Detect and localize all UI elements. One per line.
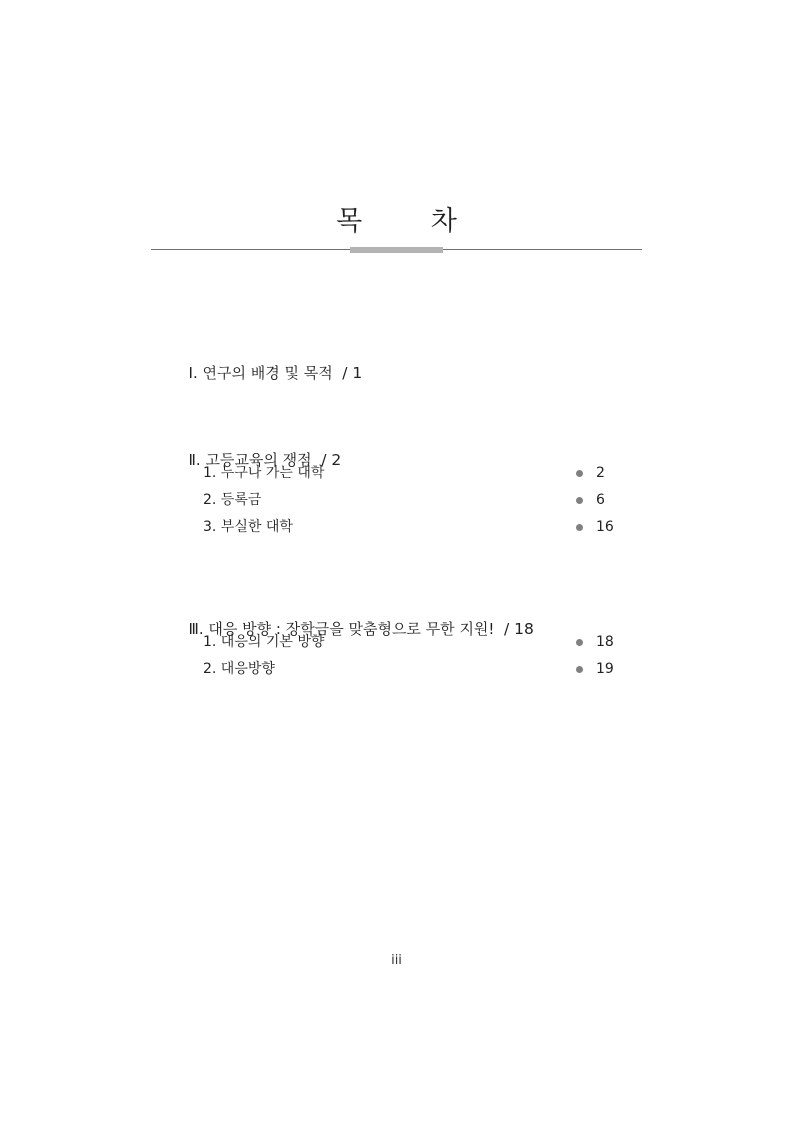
bullet-icon <box>576 470 583 477</box>
toc-title: 목 차 <box>336 206 487 237</box>
toc-item-page: 16 <box>596 519 614 535</box>
toc-item[interactable] <box>203 659 633 679</box>
bullet-icon <box>576 524 583 531</box>
toc-item[interactable] <box>203 463 633 483</box>
toc-section-1[interactable] <box>179 343 362 383</box>
toc-item[interactable] <box>203 490 633 510</box>
section-heading: Ⅱ. 고등교육의 쟁점 <box>188 451 312 469</box>
page-number: iii <box>391 953 402 968</box>
toc-item-page: 19 <box>596 661 614 677</box>
toc-item-label: 2. 등록금 <box>203 492 262 508</box>
toc-item-label: 2. 대응방향 <box>203 661 275 677</box>
section-page: / 1 <box>342 364 363 382</box>
toc-item[interactable] <box>203 517 633 537</box>
toc-item-page: 18 <box>596 634 614 650</box>
toc-item-label: 1. 대응의 기본 방향 <box>203 634 325 650</box>
section-heading: Ⅰ. 연구의 배경 및 목적 <box>188 364 333 382</box>
title-accent-bar <box>350 247 443 253</box>
bullet-icon <box>576 639 583 646</box>
section-page: / 2 <box>321 451 342 469</box>
section-heading: Ⅲ. 대응 방향 : 장학금을 맞춤형으로 무한 지원! <box>188 620 495 638</box>
toc-item[interactable] <box>203 632 633 652</box>
toc-item-label: 3. 부실한 대학 <box>203 519 293 535</box>
toc-item-page: 6 <box>596 492 605 508</box>
bullet-icon <box>576 497 583 504</box>
toc-item-page: 2 <box>596 465 605 481</box>
toc-item-label: 1. 누구나 가는 대학 <box>203 465 325 481</box>
bullet-icon <box>576 666 583 673</box>
section-page: / 18 <box>503 620 534 638</box>
